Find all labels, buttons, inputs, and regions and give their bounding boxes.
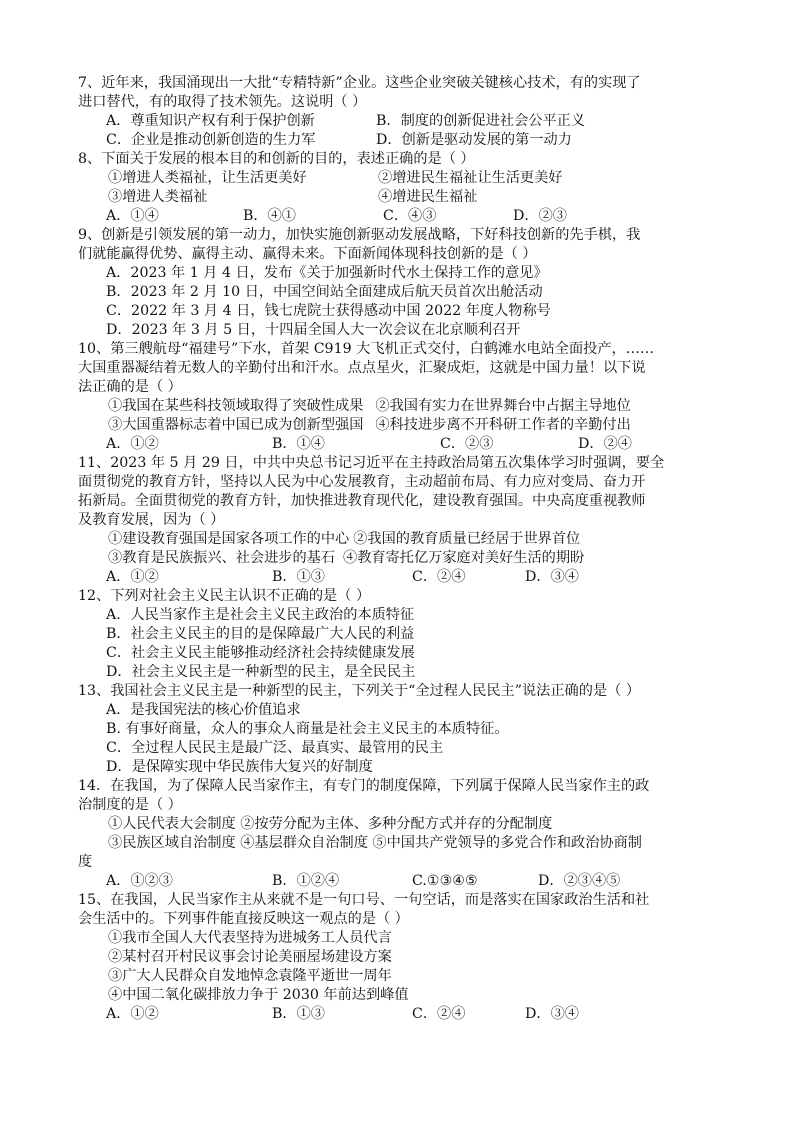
option-d: D．社会主义民主是一种新型的民主，是全民民主 — [106, 664, 416, 680]
statement-row — [78, 397, 718, 416]
statement-1: ①增进人类福祉，让生活更美好 — [108, 170, 307, 186]
option-b: B. 有事好商量，众人的事众人商量是社会主义民主的本质特征。 — [106, 721, 509, 737]
option-row — [78, 1005, 718, 1024]
option-c: C．全过程人民民主是最广泛、最真实、最管用的民主 — [106, 740, 444, 756]
option-b: B．①③ — [272, 569, 325, 585]
statement-4: ④科技进步离不开科研工作者的辛勤付出 — [375, 417, 631, 433]
question-stem: 及教育发展，因为（ ） — [78, 512, 225, 528]
option-row — [78, 131, 718, 150]
statement-row: ①人民代表大会制度 ②按劳分配为主体、多种分配方式并存的分配制度 — [108, 816, 553, 832]
option-row — [78, 207, 718, 226]
question-stem: 大国重器凝结着无数人的辛勤付出和汗水。点点星火，汇聚成炬，这就是中国力量！以下说 — [78, 360, 646, 376]
option-d: D．③④ — [525, 1006, 579, 1022]
option-b: B．①②④ — [272, 873, 340, 889]
question-10 — [78, 340, 718, 454]
option-b: B．①④ — [272, 436, 325, 452]
statement-4: ④教育寄托亿万家庭对美好生活的期盼 — [343, 550, 585, 566]
option-d: D．②④ — [578, 436, 632, 452]
option-b: B．2023 年 2 月 10 日，中国空间站全面建成后航天员首次出舱活动 — [106, 284, 543, 300]
option-a: A．①④ — [106, 208, 159, 224]
question-7 — [78, 74, 718, 150]
question-12 — [78, 587, 718, 682]
option-row — [78, 435, 718, 454]
option-row — [78, 112, 718, 131]
option-a: A．①② — [106, 436, 159, 452]
option-c: C．社会主义民主能够推动经济社会持续健康发展 — [106, 645, 415, 661]
option-a: A．①② — [106, 569, 159, 585]
question-stem: 治制度的是（ ） — [78, 797, 182, 813]
option-a: A．①②③ — [106, 873, 173, 889]
question-13 — [78, 682, 718, 777]
statement-row — [78, 416, 718, 435]
option-c: C．②④ — [412, 569, 466, 585]
option-a: A．人民当家作主是社会主义民主政治的本质特征 — [106, 607, 415, 623]
exam-page — [78, 74, 718, 1024]
statement-3: ③广大人民群众自发地悼念袁隆平逝世一周年 — [108, 968, 392, 984]
statement-1: ①建设教育强国是国家各项工作的中心 — [108, 531, 350, 547]
question-14 — [78, 777, 718, 891]
option-c: C．④③ — [383, 208, 437, 224]
question-9 — [78, 226, 718, 340]
option-a: A．尊重知识产权有利于保护创新 — [106, 113, 315, 129]
question-stem: 7、近年来，我国涌现出一大批“专精特新”企业。这些企业突破关键核心技术，有的实现了 — [78, 75, 641, 91]
statement-3: ③增进人类福祉 — [108, 189, 208, 205]
option-c: C．2022 年 3 月 4 日，钱七虎院士获得感动中国 2022 年度人物称号 — [106, 303, 551, 319]
option-a: A．①② — [106, 1006, 159, 1022]
statement-1: ①我市全国人大代表坚持为进城务工人员代言 — [108, 930, 392, 946]
question-15 — [78, 891, 718, 1024]
statement-row: ③民族区域自治制度 ④基层群众自治制度 ⑤中国共产党领导的多党合作和政治协商制 — [108, 835, 642, 851]
statement-continuation: 度 — [78, 854, 93, 870]
statement-row — [78, 188, 718, 207]
statement-4: ④增进民生福祉 — [378, 189, 478, 205]
option-b: B．①③ — [272, 1006, 325, 1022]
question-11 — [78, 454, 718, 587]
option-d: D．③④ — [525, 569, 579, 585]
option-row — [78, 568, 718, 587]
option-c: C．②③ — [440, 436, 494, 452]
question-stem: 12、下列对社会主义民主认识不正确的是（ ） — [78, 588, 371, 604]
option-a: A．是我国宪法的核心价值追求 — [106, 702, 301, 718]
statement-3: ③教育是民族振兴、社会进步的基石 — [108, 550, 336, 566]
statement-2: ②我国的教育质量已经居于世界首位 — [353, 531, 581, 547]
question-8 — [78, 150, 718, 226]
statement-4: ④中国二氧化碳排放力争于 2030 年前达到峰值 — [108, 987, 409, 1003]
question-stem: 10、第三艘航母“福建号”下水，首架 C919 大飞机正式交付，白鹤滩水电站全面投产，…… — [78, 341, 655, 357]
option-d: D．创新是驱动发展的第一动力 — [376, 132, 572, 148]
question-stem: 进口替代，有的取得了技术领先。这说明（ ） — [78, 94, 367, 110]
question-stem: 8、下面关于发展的根本目的和创新的目的，表述正确的是（ ） — [78, 151, 475, 167]
statement-1: ①我国在某些科技领域取得了突破性成果 — [108, 398, 364, 414]
option-d: D．②③ — [513, 208, 567, 224]
option-a: A．2023 年 1 月 4 日，发布《关于加强新时代水土保持工作的意见》 — [106, 265, 548, 281]
option-b: B．制度的创新促进社会公平正义 — [376, 113, 586, 129]
option-row — [78, 872, 718, 891]
option-d: D．2023 年 3 月 5 日，十四届全国人大一次会议在北京顺利召开 — [106, 322, 521, 338]
option-b: B．社会主义民主的目的是保障最广大人民的利益 — [106, 626, 415, 642]
question-stem: 会生活中的。下列事件能直接反映这一观点的是（ ） — [78, 911, 409, 927]
question-stem: 15、在我国，人民当家作主从来就不是一句口号、一句空话，而是落实在国家政治生活和社 — [78, 892, 650, 908]
statement-2: ②我国有实力在世界舞台中占据主导地位 — [375, 398, 631, 414]
option-c: C．②④ — [412, 1006, 466, 1022]
option-d: D．②③④⑤ — [538, 873, 621, 889]
question-stem: 9、创新是引领发展的第一动力，加快实施创新驱动发展战略，下好科技创新的先手棋，我 — [78, 227, 641, 243]
statement-row — [78, 530, 718, 549]
question-stem: 法正确的是（ ） — [78, 379, 182, 395]
statement-row — [78, 549, 718, 568]
question-stem: 们就能赢得优势、赢得主动、赢得未来。下面新闻体现科技创新的是（ ） — [78, 246, 537, 262]
question-stem: 拓新局。全面贯彻党的教育方针，加快推进教育现代化，建设教育强国。中央高度重视教师 — [78, 493, 646, 509]
option-c: C．企业是推动创新创造的生力军 — [106, 132, 316, 148]
statement-row — [78, 169, 718, 188]
question-stem: 14．在我国，为了保障人民当家作主，有专门的制度保障，下列属于保障人民当家作主的政 — [78, 778, 650, 794]
question-stem: 13、我国社会主义民主是一种新型的民主，下列关于“全过程人民民主”说法正确的是（ ） — [78, 683, 641, 699]
question-stem: 11、2023 年 5 月 29 日，中共中央总书记习近平在主持政治局第五次集体学习时强调，要全 — [78, 455, 665, 471]
statement-3: ③大国重器标志着中国已成为创新型强国 — [108, 417, 364, 433]
option-b: B．④① — [243, 208, 296, 224]
option-d: D．是保障实现中华民族伟大复兴的好制度 — [106, 759, 373, 775]
question-stem: 面贯彻党的教育方针，坚持以人民为中心发展教育，主动超前布局、有力应对变局、奋力开 — [78, 474, 646, 490]
option-c: C.①③④⑤ — [412, 873, 478, 889]
statement-2: ②某村召开村民议事会讨论美丽屋场建设方案 — [108, 949, 392, 965]
statement-2: ②增进民生福祉让生活更美好 — [378, 170, 563, 186]
